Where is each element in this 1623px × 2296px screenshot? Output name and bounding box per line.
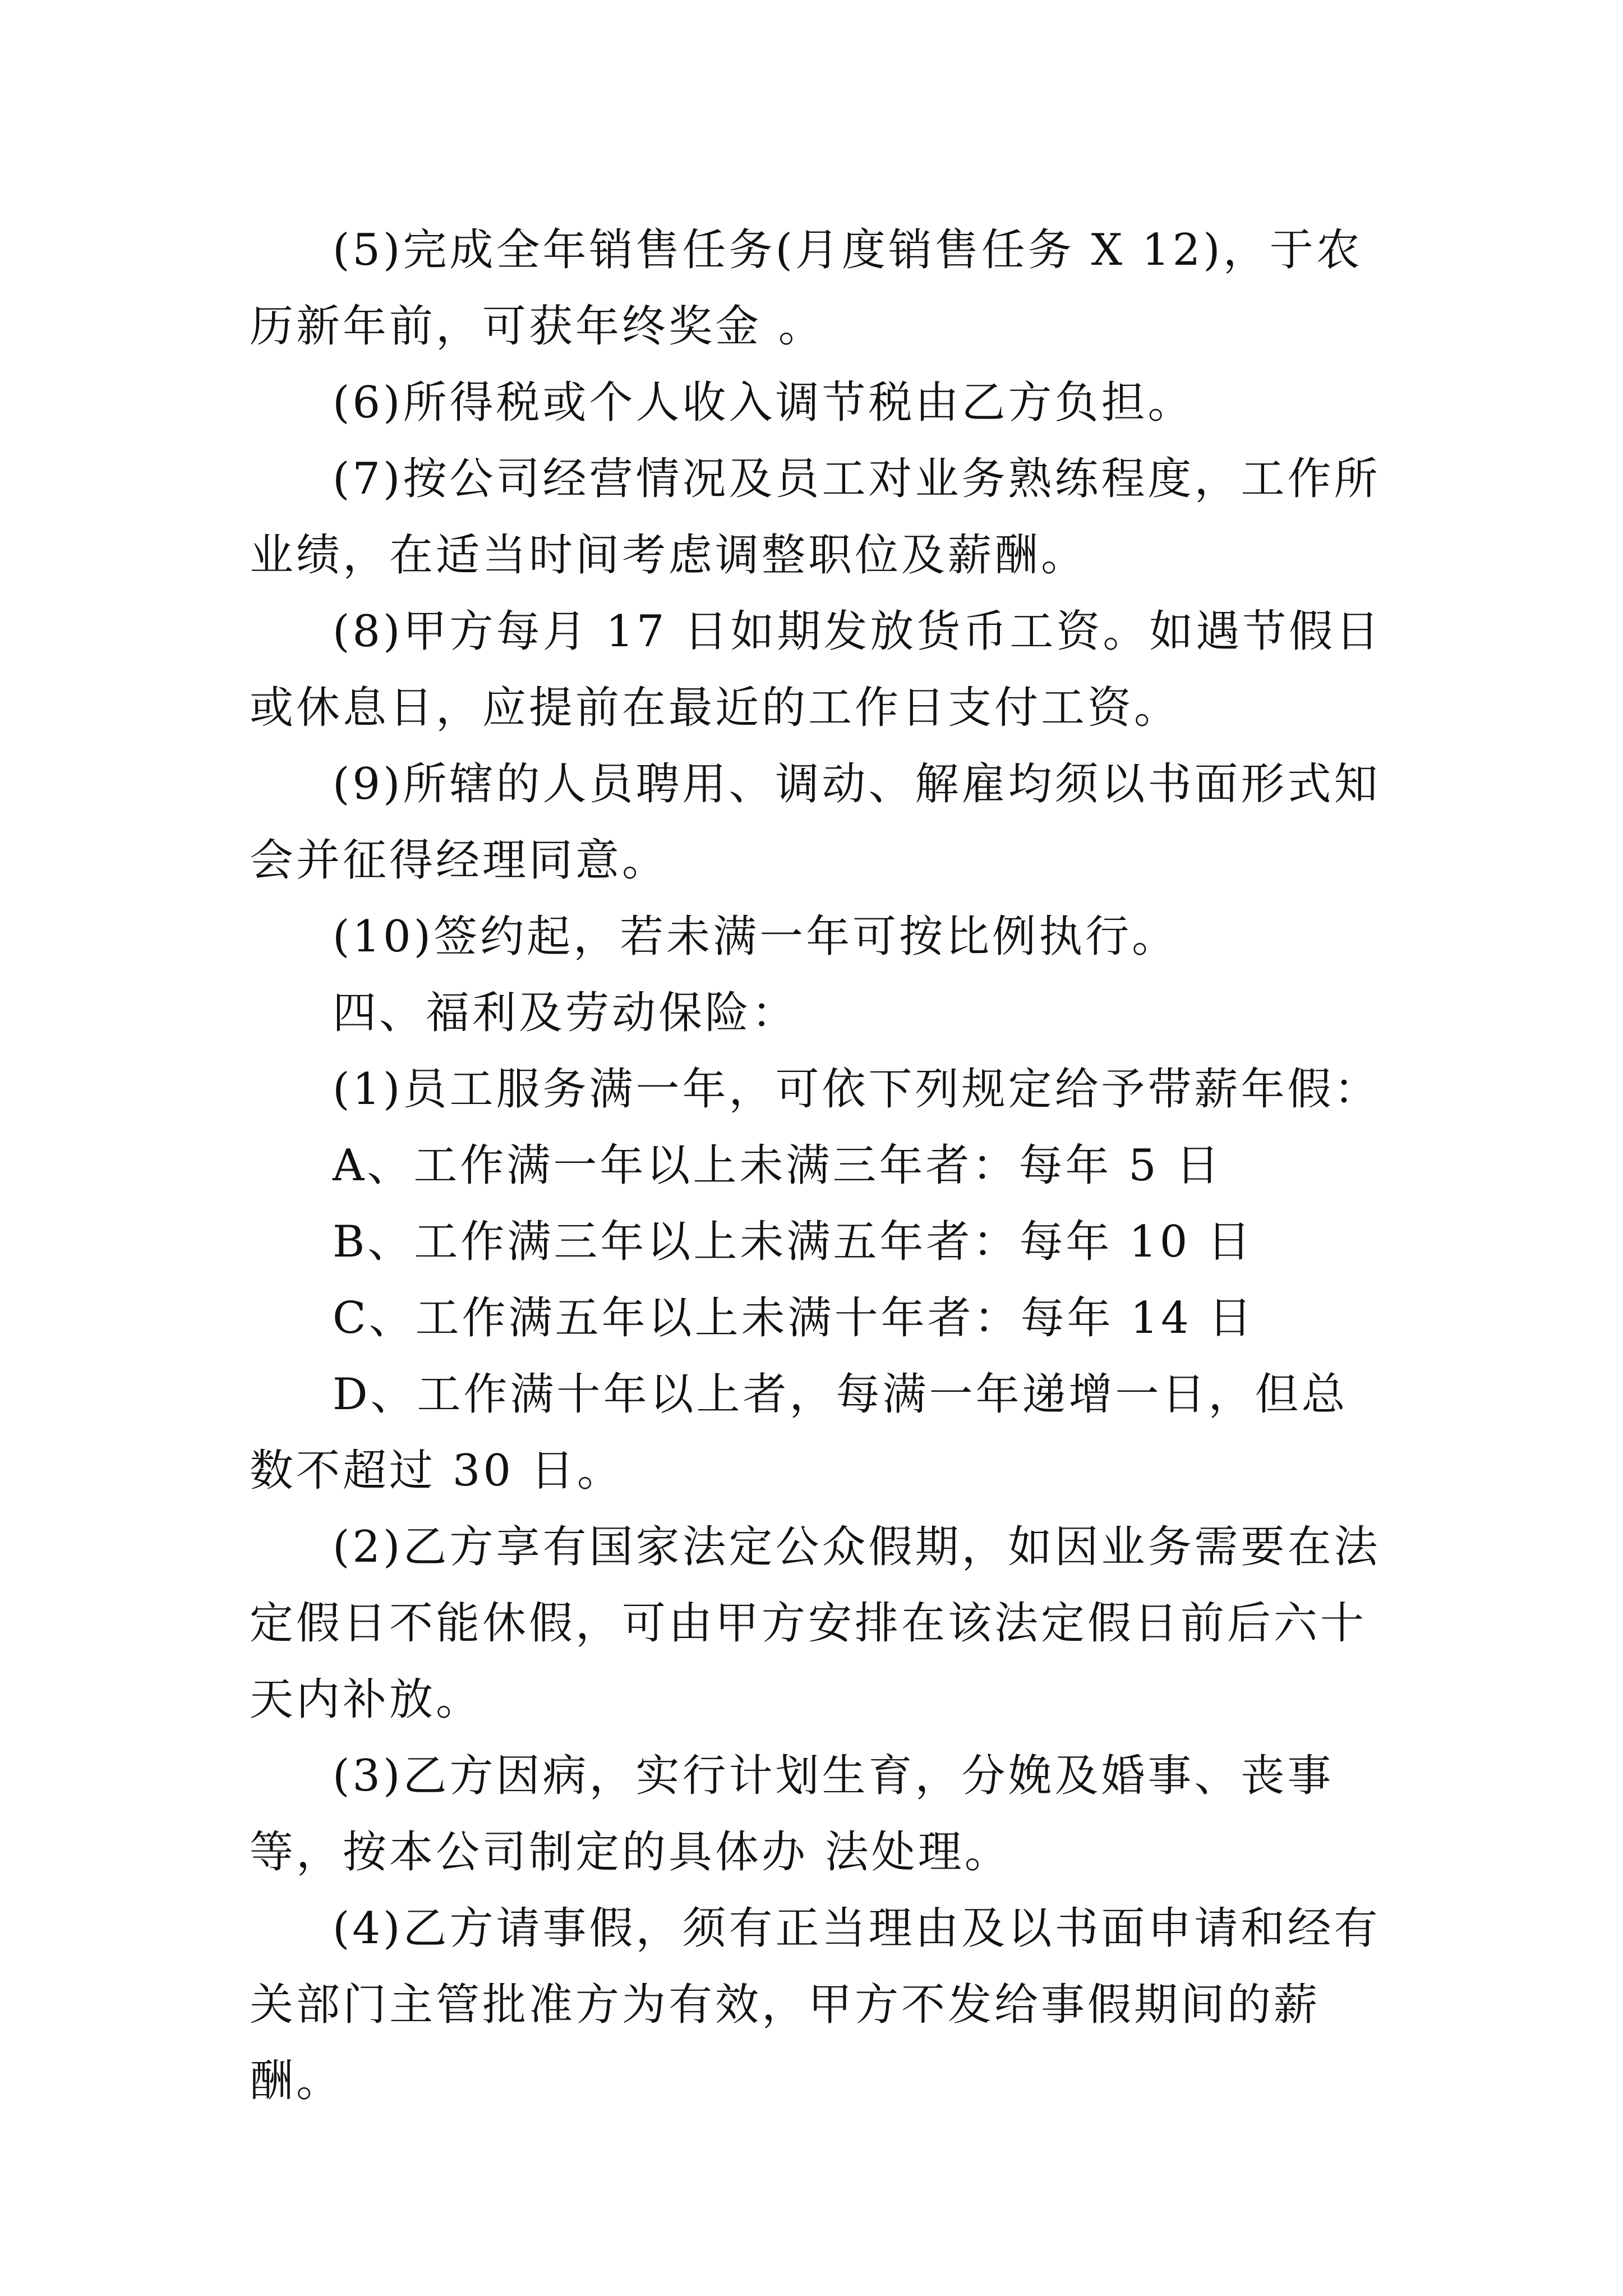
paragraph-prorated-execution: (10)签约起，若未满一年可按比例执行。: [333, 912, 1179, 962]
paragraph-payday: (8)甲方每月 17 日如期发放货币工资。如遇节假日或休息日，应提前在最近的工作日支付工资。: [250, 606, 1382, 733]
paragraph-year-end-bonus: (5)完成全年销售任务(月度销售任务 X 12)，于农历新年前，可获年终奖金 。: [250, 225, 1363, 352]
leave-rule-c: C、工作满五年以上未满十年者：每年 14 日: [333, 1293, 1255, 1343]
document-body: [250, 212, 1394, 2119]
leave-rule-b: B、工作满三年以上未满五年者：每年 10 日: [333, 1217, 1254, 1267]
leave-rule-d: D、工作满十年以上者，每满一年递增一日，但总数不超过 30 日。: [250, 1369, 1348, 1496]
paragraph-salary-adjustment: (7)按公司经营情况及员工对业务熟练程度，工作所业绩，在适当时间考虑调整职位及薪酬。: [250, 454, 1381, 581]
paragraph-sick-and-family-leave: (3)乙方因病，实行计划生育，分娩及婚事、丧事等，按本公司制定的具体办 法处理。: [250, 1751, 1334, 1878]
section-heading-benefits: 四、福利及劳动保险：: [333, 988, 799, 1038]
paragraph-personal-leave: (4)乙方请事假，须有正当理由及以书面申请和经有关部门主管批准方为有效，甲方不发给事假期间的薪酬。: [250, 1903, 1381, 2106]
paragraph-paid-annual-leave: (1)员工服务满一年，可依下列规定给予带薪年假：: [333, 1064, 1381, 1115]
leave-rule-a: A、工作满一年以上未满三年者：每年 5 日: [333, 1140, 1223, 1191]
paragraph-public-holidays: (2)乙方享有国家法定公众假期，如因业务需要在法定假日不能休假，可由甲方安排在该法定假日前后六十天内补放。: [250, 1522, 1381, 1725]
paragraph-income-tax: (6)所得税或个人收入调节税由乙方负担。: [333, 378, 1195, 428]
paragraph-staff-changes: (9)所辖的人员聘用、调动、解雇均须以书面形式知会并征得经理同意。: [250, 759, 1381, 886]
